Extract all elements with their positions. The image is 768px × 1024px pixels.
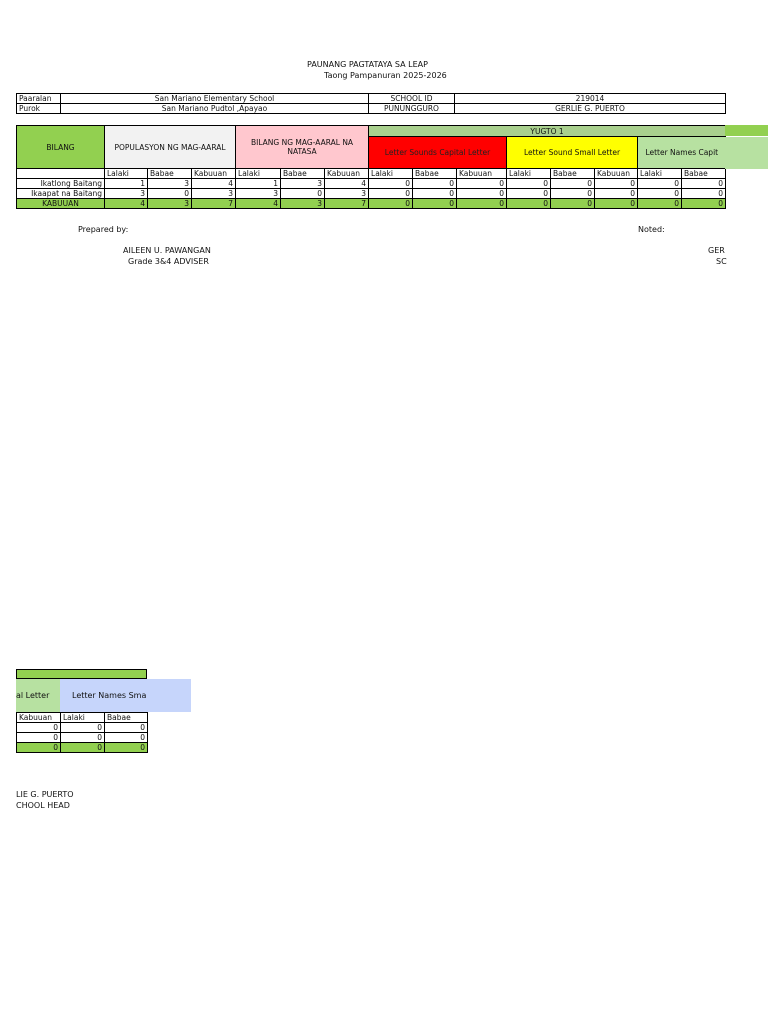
school-info-table <box>16 93 726 114</box>
value-cell: 0 <box>281 189 325 199</box>
value-cell: 0 <box>61 733 105 743</box>
value-cell: 3 <box>192 189 236 199</box>
sub-header-cell: Babae <box>682 169 726 179</box>
sub-header-cell: Lalaki <box>61 713 105 723</box>
paaralan-value: San Mariano Elementary School <box>61 94 369 104</box>
value-cell: 0 <box>682 199 726 209</box>
noted-role: SC <box>716 257 727 266</box>
sub-header-cell: Babae <box>281 169 325 179</box>
page2-cap-tail-text: al Letter <box>16 691 50 700</box>
value-cell: 3 <box>325 189 369 199</box>
page2-table <box>16 712 148 753</box>
page2-head-role: CHOOL HEAD <box>16 801 70 810</box>
sub-header-cell: Babae <box>551 169 595 179</box>
purok-value: San Mariano Pudtol ,Apayao <box>61 104 369 114</box>
sub-header-cell: Babae <box>105 713 148 723</box>
value-cell: 4 <box>105 199 148 209</box>
value-cell: 0 <box>369 189 413 199</box>
value-cell: 0 <box>413 179 457 189</box>
value-cell: 3 <box>281 179 325 189</box>
page-title: PAUNANG PAGTATAYA SA LEAP <box>307 60 428 69</box>
value-cell: 0 <box>595 179 638 189</box>
page2-names-small-text: Letter Names Sma <box>72 691 147 700</box>
noted-label: Noted: <box>638 225 665 234</box>
value-cell: 0 <box>413 199 457 209</box>
value-cell: 3 <box>105 189 148 199</box>
sub-header-cell: Kabuuan <box>325 169 369 179</box>
school-id-label: SCHOOL ID <box>369 94 455 104</box>
letter-names-capital-header: Letter Names Capit <box>638 137 726 169</box>
purok-label: Purok <box>17 104 61 114</box>
sub-header-cell: Babae <box>148 169 192 179</box>
preparer-name: AILEEN U. PAWANGAN <box>123 246 211 255</box>
sub-header-cell: Lalaki <box>105 169 148 179</box>
value-cell: 0 <box>105 743 148 753</box>
value-cell: 3 <box>236 189 281 199</box>
value-cell: 0 <box>507 189 551 199</box>
value-cell: 0 <box>507 179 551 189</box>
value-cell: 0 <box>148 189 192 199</box>
value-cell: 0 <box>17 743 61 753</box>
sub-header-cell: Babae <box>413 169 457 179</box>
prepared-by-label: Prepared by: <box>78 225 129 234</box>
value-cell: 0 <box>682 189 726 199</box>
value-cell: 0 <box>457 199 507 209</box>
value-cell: 0 <box>413 189 457 199</box>
value-cell: 7 <box>325 199 369 209</box>
sub-header-cell: Lalaki <box>507 169 551 179</box>
value-cell: 0 <box>507 199 551 209</box>
letter-sounds-capital-header: Letter Sounds Capital Letter <box>369 137 507 169</box>
noted-name: GER <box>708 246 725 255</box>
sub-header-cell: Kabuuan <box>192 169 236 179</box>
header-overflow-strip <box>725 125 768 136</box>
row-label: Ikaapat na Baitang <box>17 189 105 199</box>
value-cell: 0 <box>595 199 638 209</box>
value-cell: 0 <box>638 179 682 189</box>
value-cell: 4 <box>236 199 281 209</box>
leap-results-table <box>16 125 726 209</box>
sub-header-cell: Lalaki <box>638 169 682 179</box>
total-row <box>17 199 726 209</box>
total-row <box>17 743 148 753</box>
value-cell: 1 <box>105 179 148 189</box>
sub-header-cell: Lalaki <box>369 169 413 179</box>
value-cell: 0 <box>61 743 105 753</box>
sub-header-cell: Kabuuan <box>17 713 61 723</box>
value-cell: 0 <box>369 199 413 209</box>
value-cell: 3 <box>281 199 325 209</box>
value-cell: 0 <box>638 199 682 209</box>
header-overflow-strip <box>725 137 768 169</box>
punungguro-label: PUNUNGGURO <box>369 104 455 114</box>
yugto-header: YUGTO 1 <box>369 126 726 137</box>
value-cell: 4 <box>325 179 369 189</box>
table-row <box>17 723 148 733</box>
value-cell: 0 <box>638 189 682 199</box>
school-id-value: 219014 <box>455 94 726 104</box>
table-row <box>17 733 148 743</box>
value-cell: 0 <box>17 723 61 733</box>
row-label: Ikatlong Baitang <box>17 179 105 189</box>
value-cell: 0 <box>682 179 726 189</box>
page2-head-name: LIE G. PUERTO <box>16 790 74 799</box>
page-subtitle: Taong Pampanuran 2025-2026 <box>324 71 447 80</box>
value-cell: 4 <box>192 179 236 189</box>
sub-header-cell: Kabuuan <box>457 169 507 179</box>
value-cell: 0 <box>61 723 105 733</box>
natasa-header: BILANG NG MAG-AARAL NA NATASA <box>236 126 369 169</box>
value-cell: 0 <box>105 723 148 733</box>
value-cell: 7 <box>192 199 236 209</box>
sub-header-cell: Lalaki <box>236 169 281 179</box>
value-cell: 3 <box>148 199 192 209</box>
value-cell: 0 <box>457 189 507 199</box>
row-label: KABUUAN <box>17 199 105 209</box>
value-cell: 0 <box>105 733 148 743</box>
populasyon-header: POPULASYON NG MAG-AARAL <box>105 126 236 169</box>
page2-top-strip <box>16 669 147 679</box>
value-cell: 0 <box>551 189 595 199</box>
value-cell: 0 <box>551 199 595 209</box>
value-cell: 3 <box>148 179 192 189</box>
value-cell: 0 <box>551 179 595 189</box>
value-cell: 1 <box>236 179 281 189</box>
bilang-header: BILANG <box>17 126 105 169</box>
paaralan-label: Paaralan <box>17 94 61 104</box>
table-row <box>17 189 726 199</box>
letter-sound-small-header: Letter Sound Small Letter <box>507 137 638 169</box>
value-cell: 0 <box>457 179 507 189</box>
value-cell: 0 <box>595 189 638 199</box>
table-row <box>17 179 726 189</box>
value-cell: 0 <box>17 733 61 743</box>
preparer-role: Grade 3&4 ADVISER <box>128 257 209 266</box>
punungguro-value: GERLIE G. PUERTO <box>455 104 726 114</box>
sub-header-cell: Kabuuan <box>595 169 638 179</box>
value-cell: 0 <box>369 179 413 189</box>
